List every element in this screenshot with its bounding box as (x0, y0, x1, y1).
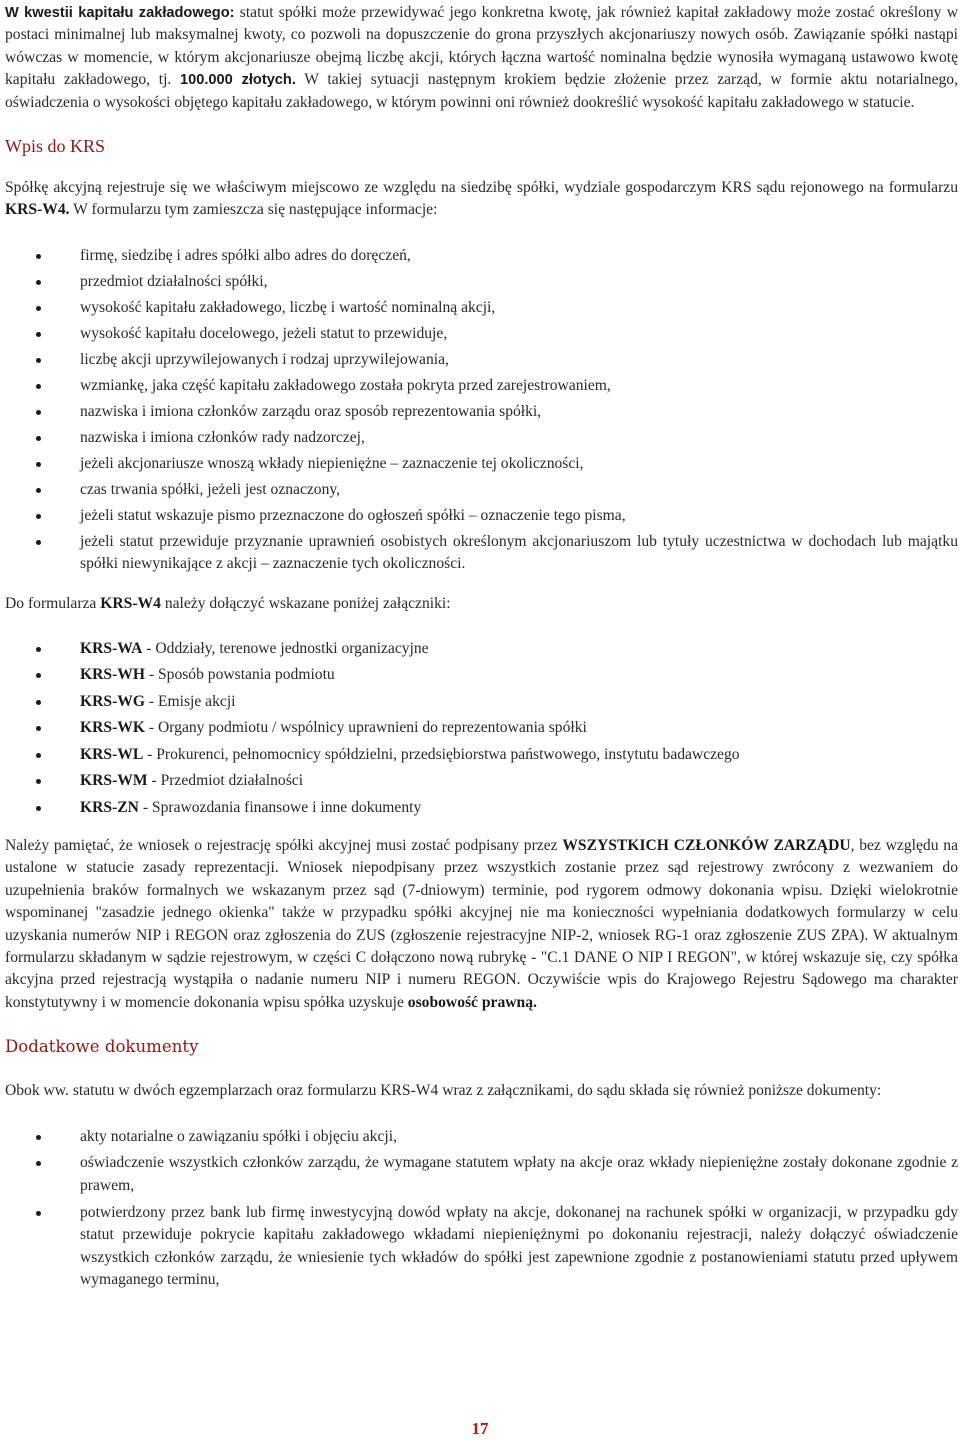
attachment-item (5, 744, 958, 766)
page-number: 17 (471, 1419, 489, 1438)
attachment-item (5, 638, 958, 660)
list-item: jeżeli statut wskazuje pismo przeznaczone do ogłoszeń spółki – oznaczenie tego pisma, (5, 505, 958, 527)
attachment-code: KRS-WA (80, 640, 143, 658)
attachment-code: KRS-WL (80, 745, 144, 763)
extra-docs-intro: Obok ww. statutu w dwóch egzemplarzach oraz formularzu KRS-W4 wraz z załącznikami, do sądu składa się również poniższe dokumenty: (5, 1082, 882, 1100)
krs-form-name: KRS-W4. (5, 201, 70, 219)
attachments-intro-b: należy dołączyć wskazane poniżej załączniki: (160, 594, 451, 612)
attachment-code: KRS-WG (80, 692, 145, 710)
list-item: liczbę akcji uprzywilejowanych i rodzaj uprzywilejowania, (5, 349, 958, 371)
attachment-desc: - Sposób powstania podmiotu (144, 666, 335, 684)
list-item: potwierdzony przez bank lub firmę inwestycyjną dowód wpłaty na akcje, dokonanej na rachunek spółki w organizacji, w przypadku gdy statut przewiduje pokrycie kapitału zakładowego wkładami niepieniężnymi po dokonaniu rejestracji, należy dołączyć oświadczenie wszystkich członków zarządu, że wniesienie tych wkładów do spółki jest zapewnione zgodnie z postanowieniami statutu przed upływem wymaganego terminu, (5, 1202, 958, 1292)
attachment-desc: - Przedmiot działalności (147, 772, 304, 790)
krs-text-b: W formularzu tym zamieszcza się następujące informacje: (69, 201, 438, 219)
attachments-intro (5, 593, 958, 615)
list-item: przedmiot działalności spółki, (5, 271, 958, 293)
attachment-item (5, 691, 958, 713)
attachments-intro-a: Do formularza (5, 594, 101, 612)
attachment-desc: - Emisje akcji (144, 692, 236, 710)
krs-text-a: Spółkę akcyjną rejestruje się we właściwym miejscowo ze względu na siedzibę spółki, wydziale gospodarczym KRS sądu rejonowego na formularzu (5, 179, 958, 197)
capital-text-2: W takiej sytuacji następnym krokiem będzie złożenie przez zarząd, w formie aktu notarialnego, oświadczenia o wysokości objętego kapitału zakładowego, w którym powinni oni również dookreślić wysokość kapitału zakładowego w statucie. (5, 71, 958, 111)
list-item: jeżeli statut przewiduje przyznanie uprawnień osobistych określonym akcjonariuszom lub tytuły uczestnictwa w dochodach lub majątku spółki niewynikające z akcji – zaznaczenie tych okoliczności. (5, 531, 958, 576)
list-item: wysokość kapitału zakładowego, liczbę i wartość nominalną akcji, (5, 297, 958, 319)
attachment-code: KRS-ZN (80, 798, 139, 816)
attachments-form-name: KRS-W4 (100, 594, 161, 612)
attachment-item (5, 770, 958, 792)
list-item: nazwiska i imiona członków rady nadzorczej, (5, 427, 958, 449)
krs-paragraph (5, 177, 958, 222)
signing-bold-legal: osobowość prawną. (407, 993, 537, 1011)
attachment-code: KRS-WH (80, 666, 145, 684)
attachment-desc: - Oddziały, terenowe jednostki organizacyjne (142, 640, 429, 658)
list-item: akty notarialne o zawiązaniu spółki i objęciu akcji, (5, 1126, 958, 1148)
attachment-item (5, 717, 958, 739)
capital-lead: W kwestii kapitału zakładowego: (5, 5, 235, 21)
list-item: jeżeli akcjonariusze wnoszą wkłady niepieniężne – zaznaczenie tej okoliczności, (5, 453, 958, 475)
signing-text-a: Należy pamiętać, że wniosek o rejestrację spółki akcyjnej musi zostać podpisany przez (5, 836, 563, 854)
signing-bold-board: WSZYSTKICH CZŁONKÓW ZARZĄDU (562, 836, 851, 854)
list-item: nazwiska i imiona członków zarządu oraz sposób reprezentowania spółki, (5, 401, 958, 423)
capital-amount: 100.000 złotych. (179, 72, 296, 89)
extra-docs-list (5, 1126, 958, 1292)
signing-paragraph (5, 835, 958, 1014)
page-content (5, 2, 958, 1296)
attachment-item (5, 664, 958, 686)
signing-text-b: , bez względu na ustalone w statucie zasady reprezentacji. Wniosek niepodpisany przez wszystkich zostanie przez sąd rejestrowy zwrócony z wezwaniem do uzupełnienia braków formalnych we wskazanym przez sąd (7-dniowym) terminie, pod rygorem odmowy dokonania wpisu. Dzięki wielokrotnie wspominanej "zasadzie jednego okienka" także w przypadku spółki akcyjnej nie ma konieczności wypełniania dodatkowych formularzy w celu uzyskania numerów NIP i REGON oraz zgłoszenia do ZUS (zgłoszenie rejestracyjne NIP-2, wniosek RG-1 oraz zgłoszenie ZUS ZPA). W aktualnym formularzu składanym w sądzie rejestrowym, w części C dołączono nową rubrykę - "C.1 DANE O NIP I REGON", w której wskazuje się, czy spółka akcyjna przed rejestracją wystąpiła o nadanie numeru NIP i numeru REGON. Oczywiście wpis do Krajowego Rejestru Sądowego ma charakter konstytutywny i w momencie dokonania wpisu spółka uzyskuje (5, 836, 958, 1011)
attachment-item (5, 797, 958, 819)
attachment-desc: - Sprawozdania finansowe i inne dokumenty (138, 798, 422, 816)
attachment-desc: - Prokurenci, pełnomocnicy spółdzielni, przedsiębiorstwa państwowego, instytutu badawczego (143, 745, 740, 763)
list-item: czas trwania spółki, jeżeli jest oznaczony, (5, 479, 958, 501)
extra-docs-heading: Dodatkowe dokumenty (5, 1037, 199, 1057)
krs-heading: Wpis do KRS (5, 136, 106, 157)
capital-paragraph (5, 2, 958, 114)
attachment-code: KRS-WK (80, 719, 145, 737)
list-item: firmę, siedzibę i adres spółki albo adres do doręczeń, (5, 245, 958, 267)
attachment-desc: - Organy podmiotu / wspólnicy uprawnieni do reprezentowania spółki (144, 719, 587, 737)
attachments-list (5, 638, 958, 819)
capital-text-1: statut spółki może przewidywać jego konkretna kwotę, jak również kapitał zakładowy może zostać określony w postaci minimalnej lub maksymalnej kwoty, co pozwoli na dopuszczenie do grona przyszłych akcjonariuszy nowych osób. Zawiązanie spółki nastąpi wówczas w momencie, w którym akcjonariusze obejmą liczbę akcji, których łączna wartość nominalna będzie wynosiła wymaganą ustawowo kwotę kapitału zakładowego, tj. (5, 4, 958, 89)
list-item: wysokość kapitału docelowego, jeżeli statut to przewiduje, (5, 323, 958, 345)
list-item: wzmiankę, jaka część kapitału zakładowego została pokryta przed zarejestrowaniem, (5, 375, 958, 397)
krs-info-list (5, 245, 958, 576)
list-item: oświadczenie wszystkich członków zarządu, że wymagane statutem wpłaty na akcje oraz wkłady niepieniężne zostały dokonane zgodnie z prawem, (5, 1152, 958, 1197)
attachment-code: KRS-WM (80, 772, 148, 790)
